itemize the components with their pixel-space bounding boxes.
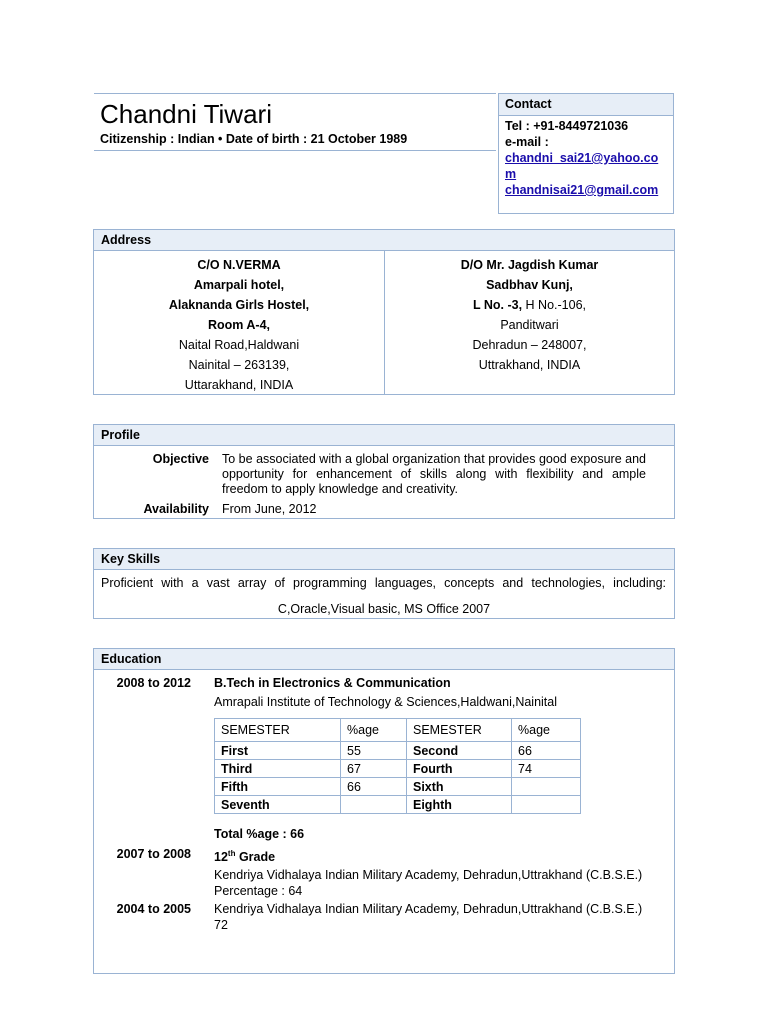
table-cell: Sixth [407,778,512,796]
grade12-sup: th [227,849,236,858]
address-right [384,251,674,395]
table-cell: Eighth [407,796,512,814]
table-cell: 66 [512,742,581,760]
address-left-line: Nainital – 263139, [188,358,290,372]
address-right-line: D/O Mr. Jagdish Kumar [460,258,599,272]
availability-row [94,502,674,517]
contact-tel: Tel : +91-8449721036 [505,119,629,133]
address-left-line: Naital Road,Haldwani [178,338,300,352]
table-header-cell: SEMESTER [215,719,341,742]
grade12-title [214,846,654,865]
grade10-school: Kendriya Vidhalaya Indian Military Academy, Dehradun,Uttrakhand (C.B.S.E.) [214,902,643,917]
grade12-num: 12 [214,850,228,865]
grade10-score: 72 [214,918,228,933]
total-percentage: Total %age : 66 [214,827,305,841]
contact-email-label: e-mail : [505,135,549,149]
table-row [215,760,581,778]
btech-years: 2008 to 2012 [116,676,191,690]
table-cell: First [215,742,341,760]
table-cell: 66 [341,778,407,796]
profile-title: Profile [94,425,674,446]
address-left-line: Uttarakhand, INDIA [184,378,294,392]
table-row [215,778,581,796]
grade12-row [94,846,674,899]
address-left-line: C/O N.VERMA [197,258,281,272]
address-right-line: Panditwari [500,318,559,332]
grade12-years: 2007 to 2008 [116,847,191,861]
email-link-yahoo[interactable]: chandni_sai21@yahoo.com [505,151,659,181]
skills-title: Key Skills [94,549,674,570]
address-lane: L No. -3, [472,298,523,312]
table-row [215,742,581,760]
table-cell: 74 [512,760,581,778]
email-link-gmail[interactable]: chandnisai21@gmail.com [505,183,659,197]
table-header-cell: %age [341,719,407,742]
table-cell: Fifth [215,778,341,796]
citizenship-line: Citizenship : Indian • Date of birth : 21 October 1989 [100,132,408,146]
table-cell [512,778,581,796]
table-cell: 55 [341,742,407,760]
btech-row [94,675,674,842]
objective-text: To be associated with a global organization that provides good exposure and opportunity for enhancement of skills along with flexibility and ample freedom to apply knowledge and creativity. [222,452,646,496]
contact-box [498,93,674,214]
education-section [93,648,675,974]
table-cell: Fourth [407,760,512,778]
address-right-line: Uttrakhand, INDIA [478,358,581,372]
address-right-line: Dehradun – 248007, [472,338,587,352]
table-cell: 67 [341,760,407,778]
table-cell [512,796,581,814]
address-left-line: Room A-4, [207,318,271,332]
semester-table-header [215,719,581,742]
grade10-row [94,901,674,933]
address-right-line [385,295,674,315]
education-title: Education [94,649,674,670]
contact-title: Contact [499,94,673,116]
btech-institute: Amrapali Institute of Technology & Sciences,Haldwani,Nainital [214,695,558,709]
availability-label: Availability [143,502,209,516]
objective-label: Objective [152,452,209,466]
grade12-percentage: Percentage : 64 [214,884,303,899]
profile-section [93,424,675,519]
skills-list: C,Oracle,Visual basic, MS Office 2007 [277,602,491,616]
grade10-years: 2004 to 2005 [116,902,191,917]
table-header-cell: %age [512,719,581,742]
table-cell [341,796,407,814]
table-row [215,796,581,814]
address-left-line: Alaknanda Girls Hostel, [168,298,310,312]
skills-intro: Proficient with a vast array of programming languages, concepts and technologies, including: [101,576,666,590]
table-header-cell: SEMESTER [407,719,512,742]
address-section [93,229,675,395]
address-left [94,251,384,395]
grade12-word: Grade [235,850,276,865]
semester-table [214,718,581,814]
availability-text: From June, 2012 [222,502,317,516]
candidate-name: Chandni Tiwari [100,99,272,129]
table-cell: Seventh [215,796,341,814]
objective-row [94,452,674,497]
address-title: Address [94,230,674,251]
address-right-line: Sadbhav Kunj, [486,278,573,292]
skills-section [93,548,675,619]
table-cell: Third [215,760,341,778]
address-house: H No.-106, [522,298,586,312]
grade12-school: Kendriya Vidhalaya Indian Military Academy, Dehradun,Uttrakhand (C.B.S.E.) [214,868,643,883]
address-left-line: Amarpali hotel, [193,278,285,292]
btech-degree: B.Tech in Electronics & Communication [214,676,451,690]
table-cell: Second [407,742,512,760]
